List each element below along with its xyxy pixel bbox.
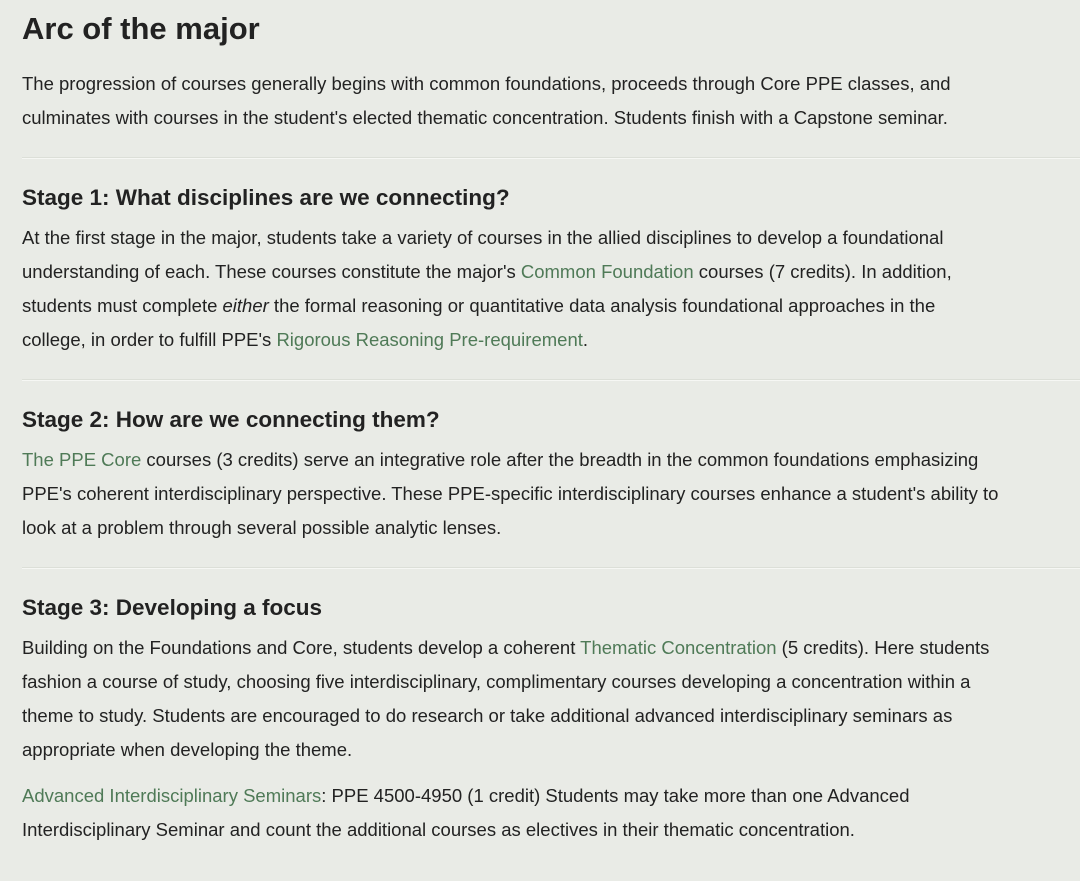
intro-line-2: culminates with courses in the student's elected thematic concentration. Students finish with a Capstone seminar. [22, 107, 948, 128]
stage-1-paragraph [22, 221, 1080, 357]
stage-3-line-4: appropriate when developing the theme. [22, 739, 353, 760]
section-divider [22, 379, 1080, 381]
stage-1-text: understanding of each. These courses constitute the major's [22, 261, 521, 282]
stage-1-line-3 [22, 289, 1080, 323]
advanced-seminars-line-1 [22, 779, 1080, 813]
stage-1-text: the formal reasoning or quantitative data analysis foundational approaches in the [268, 295, 936, 316]
stage-3-text: Building on the Foundations and Core, students develop a coherent [22, 637, 581, 658]
intro-paragraph [22, 67, 1080, 135]
stage-1-text: college, in order to fulfill PPE's [22, 329, 277, 350]
common-foundation-link[interactable]: Common Foundation [520, 261, 694, 282]
stage-3-text: (5 credits). Here students [776, 637, 990, 658]
rigorous-reasoning-link[interactable]: Rigorous Reasoning Pre-requirement [276, 329, 583, 350]
stage-3-line-2: fashion a course of study, choosing five interdisciplinary, complimentary courses developing a concentration within a [22, 671, 971, 692]
ppe-core-link[interactable]: The PPE Core [22, 449, 142, 470]
stage-2-line-1 [22, 443, 1080, 477]
thematic-concentration-link[interactable]: Thematic Concentration [580, 637, 777, 658]
stage-2-paragraph [22, 443, 1080, 545]
stage-1-text: . [582, 329, 589, 350]
stage-3-section [22, 593, 1080, 847]
stage-3-line-3: theme to study. Students are encouraged to do research or take additional advanced interdisciplinary seminars as [22, 705, 953, 726]
stage-1-text: courses (7 credits). In addition, [693, 261, 952, 282]
intro-line-1: The progression of courses generally begins with common foundations, proceeds through Core PPE classes, and [22, 73, 951, 94]
advanced-seminars-paragraph [22, 779, 1080, 847]
advanced-seminars-text: : PPE 4500-4950 (1 credit) Students may take more than one Advanced [321, 785, 910, 806]
stage-2-line-2: PPE's coherent interdisciplinary perspective. These PPE-specific interdisciplinary courses enhance a student's ability to [22, 483, 999, 504]
stage-1-text: students must complete [22, 295, 223, 316]
emphasis-either: either [222, 295, 269, 316]
page-title: Arc of the major [22, 11, 260, 46]
stage-3-line-1 [22, 631, 1080, 665]
advanced-seminars-line-2: Interdisciplinary Seminar and count the additional courses as electives in their thematic concentration. [22, 819, 855, 840]
stage-2-text: courses (3 credits) serve an integrative role after the breadth in the common foundations emphasizing [141, 449, 979, 470]
stage-2-line-3: look at a problem through several possible analytic lenses. [22, 517, 502, 538]
stage-1-line-4 [22, 323, 1080, 357]
stage-1-heading: Stage 1: What disciplines are we connecting? [22, 185, 510, 210]
stage-3-heading: Stage 3: Developing a focus [22, 595, 323, 620]
section-divider [22, 157, 1080, 159]
advanced-seminars-link[interactable]: Advanced Interdisciplinary Seminars [22, 785, 322, 806]
stage-1-section [22, 183, 1080, 357]
section-divider [22, 567, 1080, 569]
stage-2-section [22, 405, 1080, 545]
stage-3-paragraph [22, 631, 1080, 767]
stage-1-line-1: At the first stage in the major, students take a variety of courses in the allied disciplines to develop a foundational [22, 227, 944, 248]
stage-2-heading: Stage 2: How are we connecting them? [22, 407, 440, 432]
stage-1-line-2 [22, 255, 1080, 289]
